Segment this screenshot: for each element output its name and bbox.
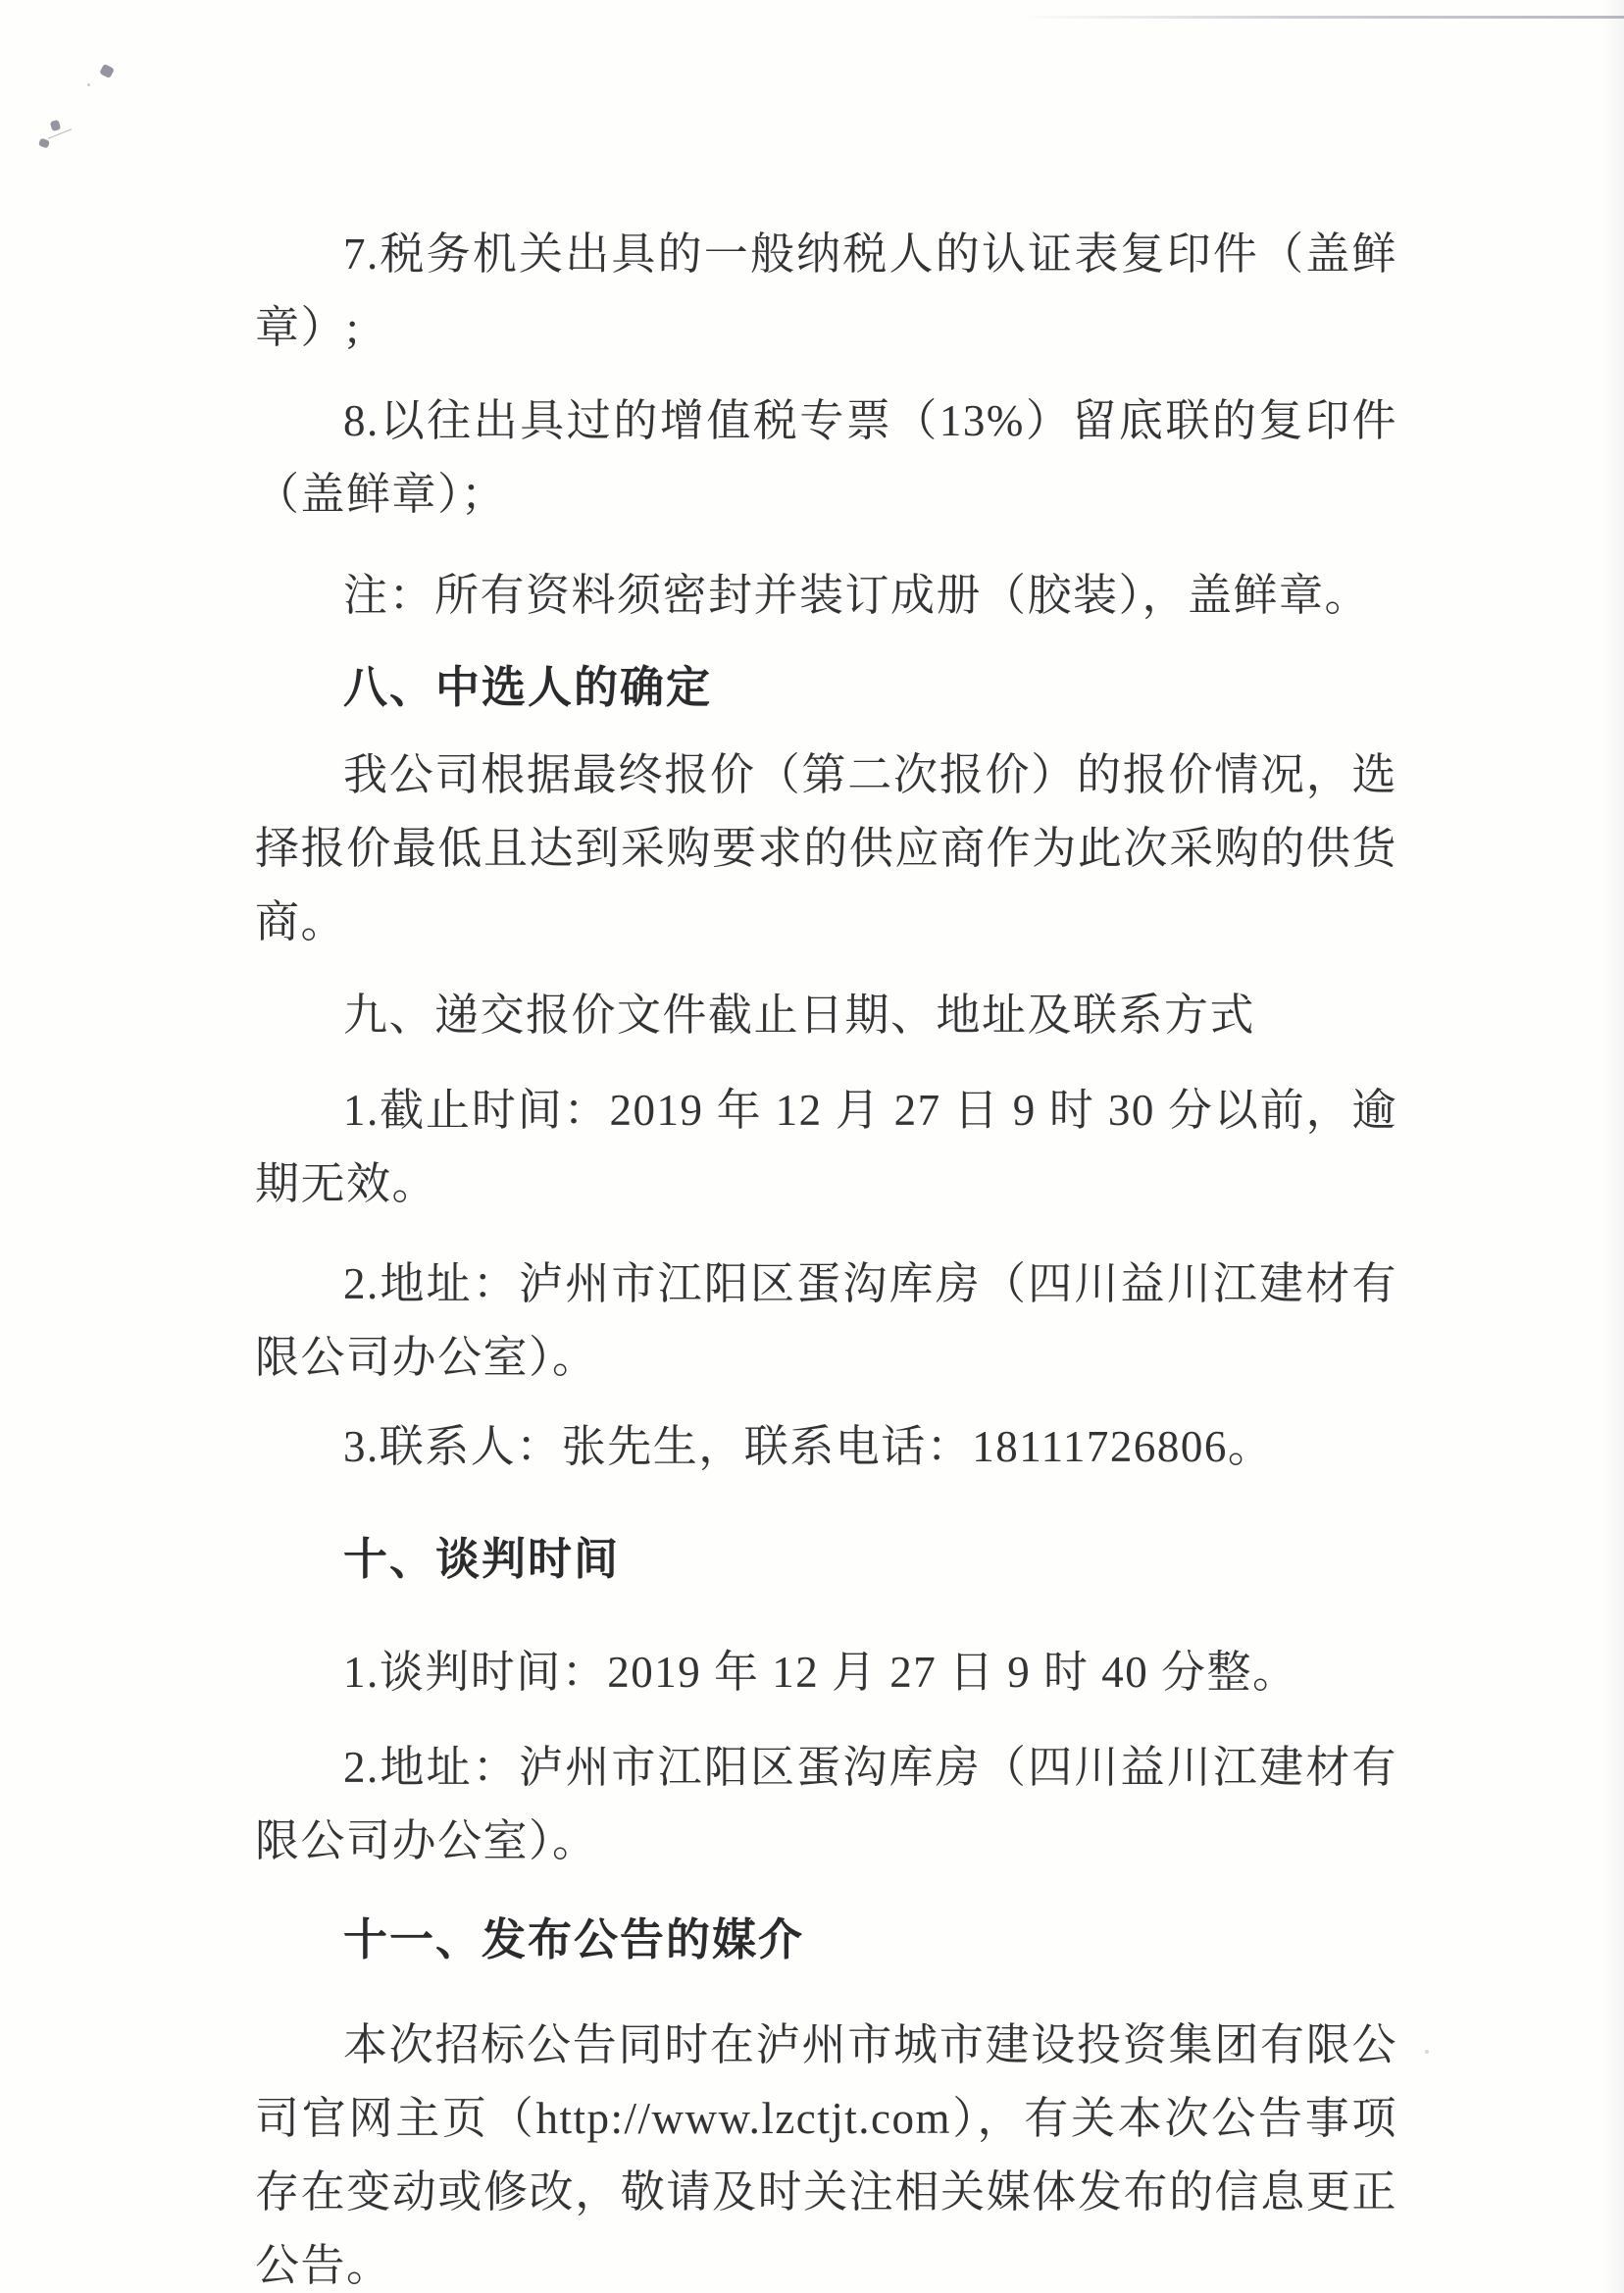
paragraph-note: 注：所有资料须密封并装订成册（胶装），盖鲜章。 xyxy=(343,571,1371,620)
scan-speck xyxy=(38,138,50,149)
paragraph-contact: 3.联系人：张先生，联系电话：18111726806。 xyxy=(343,1422,1274,1471)
section-heading-8-winner-determination: 八、中选人的确定 xyxy=(343,662,713,712)
scan-artifact-top-line xyxy=(1020,16,1624,19)
scan-speck xyxy=(87,83,90,86)
section-heading-11-announcement-media: 十一、发布公告的媒介 xyxy=(343,1914,805,1964)
scan-speck xyxy=(99,64,115,78)
scan-speck xyxy=(50,120,61,131)
paragraph-item-8: 8.以往出具过的增值税专票（13%）留底联的复印件（盖鲜章）； xyxy=(255,396,1397,519)
paragraph-item-7: 7.税务机关出具的一般纳税人的认证表复印件（盖鲜章）; xyxy=(255,229,1397,352)
paragraph-address-1: 2.地址：泸州市江阳区蛋沟库房（四川益川江建材有限公司办公室）。 xyxy=(255,1259,1397,1382)
paragraph-deadline: 1.截止时间：2019 年 12 月 27 日 9 时 30 分以前，逾期无效。 xyxy=(255,1086,1397,1208)
paragraph-section-9-title: 九、递交报价文件截止日期、地址及联系方式 xyxy=(343,991,1256,1040)
paragraph-address-2: 2.地址：泸州市江阳区蛋沟库房（四川益川江建材有限公司办公室）。 xyxy=(255,1743,1397,1865)
paragraph-announcement-media: 本次招标公告同时在泸州市城市建设投资集团有限公司官网主页（http://www.lzctjt.com），有关本次公告事项存在变动或修改，敬请及时关注相关媒体发布的信息更正公告。 xyxy=(255,2020,1397,2290)
paragraph-winner-criteria: 我公司根据最终报价（第二次报价）的报价情况，选择报价最低且达到采购要求的供应商作为此次采购的供货商。 xyxy=(255,750,1397,946)
scan-speck xyxy=(1425,2050,1429,2054)
section-heading-10-negotiation-time: 十、谈判时间 xyxy=(343,1534,621,1584)
scan-speck xyxy=(48,128,72,139)
scan-edge-shading xyxy=(1602,0,1624,2293)
paragraph-negotiation-time: 1.谈判时间：2019 年 12 月 27 日 9 时 40 分整。 xyxy=(343,1648,1298,1697)
